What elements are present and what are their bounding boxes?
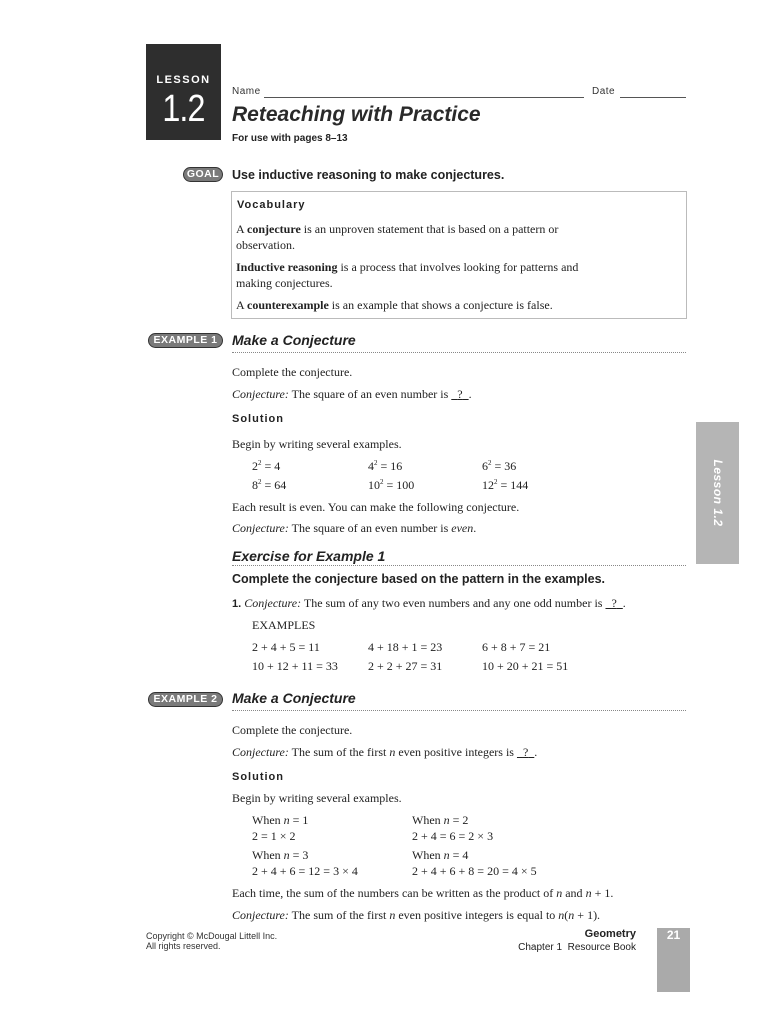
copyright: Copyright © McDougal Littell Inc. All rights reserved. — [146, 931, 278, 951]
page-number: 21 — [666, 928, 681, 942]
square-example: $6^2 = 36$ — [482, 459, 517, 473]
divider — [232, 710, 686, 711]
example-2-title: Make a Conjecture — [232, 690, 356, 706]
examples-label: EXAMPLES — [252, 618, 316, 632]
solution-heading: Solution — [232, 771, 284, 783]
square-example: $8^2 = 64$ — [252, 478, 287, 492]
vocab-item: Inductive reasoning is a process that involves looking for patterns and making conjectures. — [236, 260, 579, 290]
solution-begin: Begin by writing several examples. — [232, 437, 402, 451]
case-item: When n = 3 2 + 4 + 6 = 12 = 3 × 4 — [252, 848, 358, 878]
square-example: $2^2 = 4$ — [252, 459, 281, 473]
square-example: $12^2 = 144$ — [482, 478, 529, 492]
for-use-note: For use with pages 8–13 — [232, 133, 348, 144]
example-1-title: Make a Conjecture — [232, 332, 356, 348]
solution-heading: Solution — [232, 413, 284, 425]
vocabulary-heading: Vocabulary — [237, 199, 306, 211]
example-1-intro: Complete the conjecture. — [232, 365, 353, 379]
exercise-example: 10 + 20 + 21 = 51 — [482, 659, 569, 673]
chapter-info: Chapter 1 Resource Book — [518, 942, 636, 953]
goal-text: Use inductive reasoning to make conjectures. — [232, 168, 505, 182]
exercise-example: 2 + 4 + 5 = 11 — [252, 640, 320, 654]
example-2-badge: EXAMPLE 2 — [148, 692, 223, 707]
example-1-answer: Conjecture: The square of an even number is even. — [232, 521, 477, 535]
vocab-item: A counterexample is an example that shows a conjecture is false. — [236, 298, 553, 312]
goal-badge: GOAL — [183, 167, 223, 182]
name-line[interactable] — [264, 97, 584, 98]
case-item: When n = 1 2 = 1 × 2 — [252, 813, 309, 843]
exercise-example: 6 + 8 + 7 = 21 — [482, 640, 551, 654]
exercise-example: 4 + 18 + 1 = 23 — [368, 640, 443, 654]
divider — [232, 352, 686, 353]
solution-begin: Begin by writing several examples. — [232, 791, 402, 805]
exercise-title: Exercise for Example 1 — [232, 548, 386, 564]
case-item: When n = 4 2 + 4 + 6 + 8 = 20 = 4 × 5 — [412, 848, 537, 878]
page-title: Reteaching with Practice — [232, 103, 481, 126]
side-tab: Lesson 1.2 — [696, 422, 739, 564]
example-2-intro: Complete the conjecture. — [232, 723, 353, 737]
exercise-instruction: Complete the conjecture based on the pattern in the examples. — [232, 572, 605, 586]
example-1-conjecture: Conjecture: The square of an even number is ? . — [232, 387, 472, 401]
example-2-answer: Conjecture: The sum of the first n even positive integers is equal to n(n + 1). — [232, 908, 601, 922]
exercise-1: 1. Conjecture: The sum of any two even numbers and any one odd number is ? . — [232, 596, 626, 610]
lesson-label: LESSON — [156, 74, 211, 86]
name-label: Name — [232, 86, 261, 97]
book-title: Geometry — [584, 928, 636, 940]
exercise-example: 2 + 2 + 27 = 31 — [368, 659, 443, 673]
lesson-number: 1.2 — [162, 88, 205, 130]
date-line[interactable] — [620, 97, 686, 98]
divider — [232, 565, 686, 566]
example-2-conjecture: Conjecture: The sum of the first n even positive integers is ? . — [232, 745, 538, 759]
exercise-example: 10 + 12 + 11 = 33 — [252, 659, 338, 673]
square-example: $4^2 = 16$ — [368, 459, 403, 473]
each-time: Each time, the sum of the numbers can be written as the product of n and n + 1. — [232, 886, 614, 900]
vocab-item: A conjecture is an unproven statement that is based on a pattern or observation. — [236, 222, 559, 252]
case-item: When n = 2 2 + 4 = 6 = 2 × 3 — [412, 813, 494, 843]
date-label: Date — [592, 86, 616, 97]
lesson-badge — [146, 44, 221, 140]
solution-result: Each result is even. You can make the following conjecture. — [232, 500, 520, 514]
example-1-badge: EXAMPLE 1 — [148, 333, 223, 348]
square-example: $10^2 = 100$ — [368, 478, 415, 492]
